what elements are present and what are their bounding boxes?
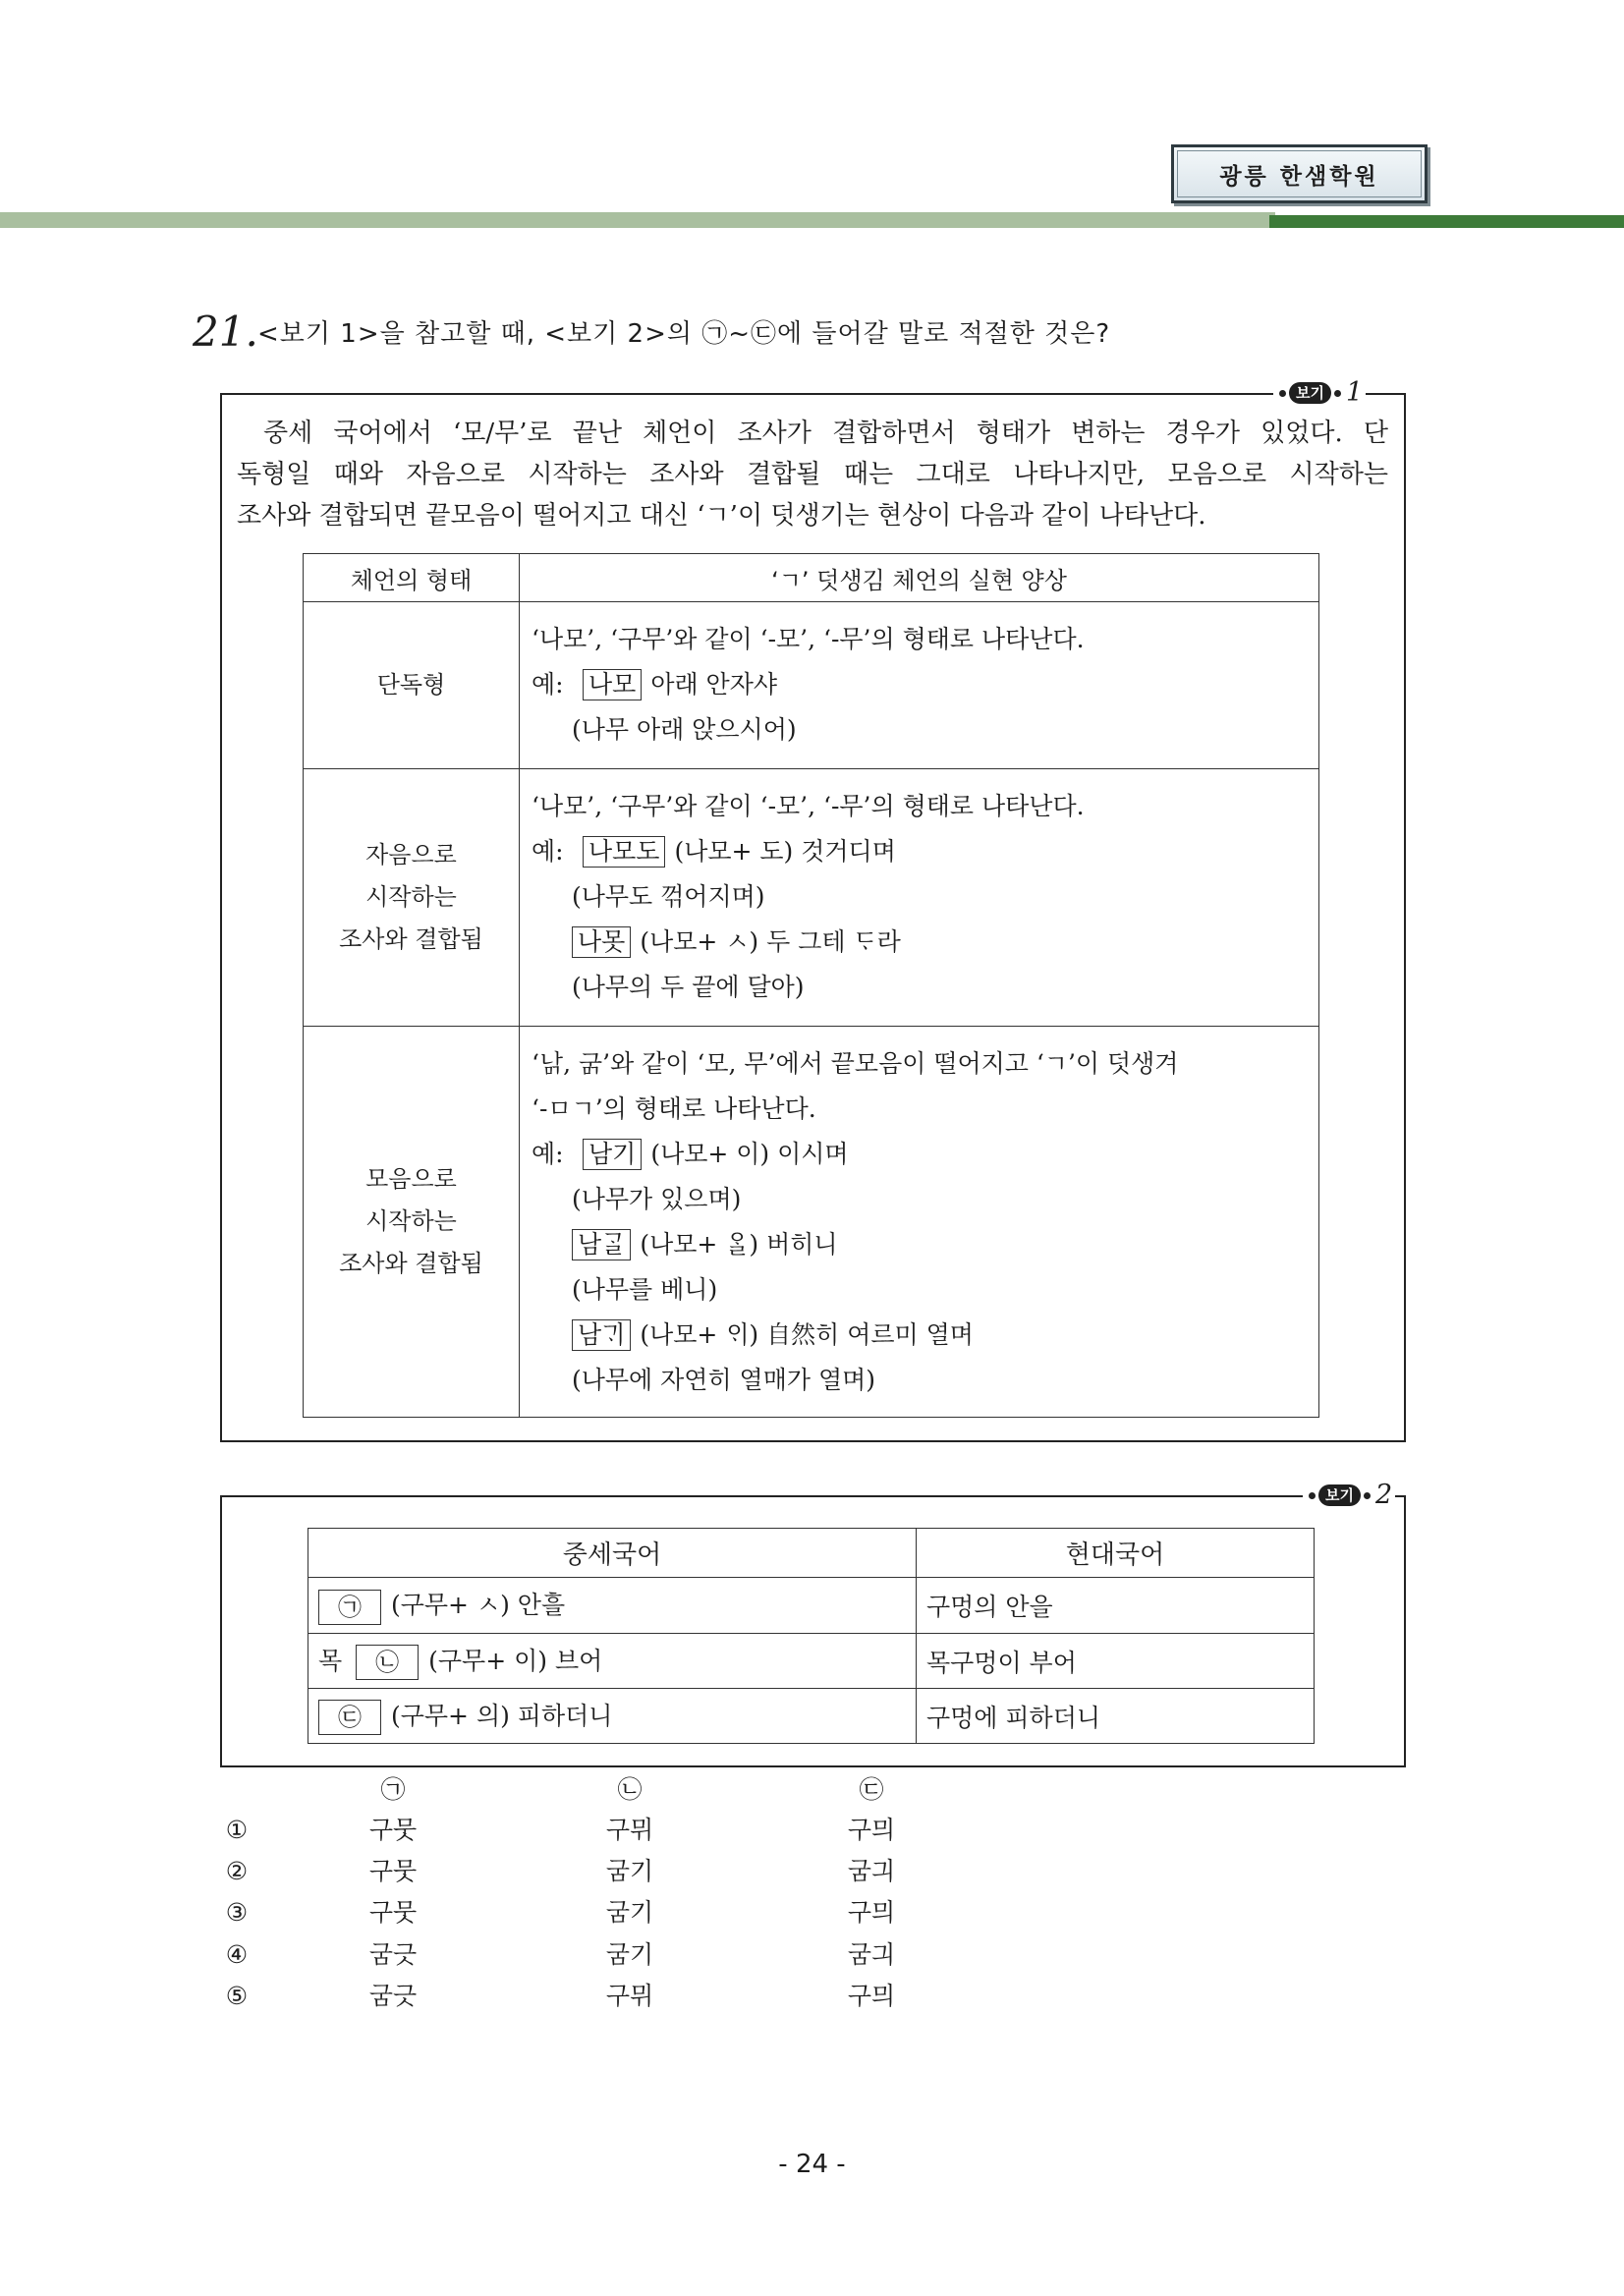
- choice-value: 구뮈: [605, 1816, 654, 1844]
- description-line: ‘-ㅁㄱ’의 형태로 나타난다.: [532, 1094, 816, 1123]
- example-text: (나모+ 이) 이시며: [650, 1140, 849, 1168]
- realization-cell: [520, 1027, 1319, 1418]
- choice-value: 굼긔: [847, 1857, 896, 1885]
- middle-korean-cell: [308, 1634, 917, 1689]
- example-text: 아래 안자샤: [650, 670, 778, 699]
- modern-korean-cell: 구멍의 안을: [917, 1578, 1315, 1634]
- choice-header-2: ㉡: [617, 1775, 643, 1804]
- form-label: 조사와 결합됨: [339, 1250, 483, 1277]
- choice-header-3: ㉢: [859, 1775, 884, 1804]
- example-text: (나모+ ᄋᆞᆯ) 버히니: [640, 1230, 838, 1259]
- example-prefix: 예:: [532, 670, 564, 699]
- gloss-line: (나무의 두 끝에 달아): [572, 973, 805, 1001]
- middle-korean-cell: [308, 1578, 917, 1634]
- description-line: ‘나모’, ‘구무’와 같이 ‘-모’, ‘-무’의 형태로 나타난다.: [532, 792, 1085, 820]
- gloss-line: (나무에 자연히 열매가 열며): [572, 1366, 875, 1394]
- label-dot-icon: [1279, 390, 1286, 397]
- bogi2-table: [308, 1528, 1315, 1744]
- form-label: 시작하는: [365, 1207, 457, 1235]
- choice-value: 구믜: [847, 1898, 896, 1927]
- label-dot-icon: [1364, 1492, 1371, 1499]
- bogi-number: 2: [1374, 1480, 1393, 1510]
- example-line: [532, 829, 1307, 874]
- column-header-middle-korean: 중세국어: [308, 1529, 917, 1578]
- choice-number[interactable]: ①: [225, 1816, 249, 1844]
- bogi1-table: [303, 553, 1319, 1418]
- gloss-line: (나무 아래 앉으시어): [572, 715, 797, 744]
- column-header-realization: ‘ㄱ’ 덧생김 체언의 실현 양상: [520, 554, 1319, 602]
- form-label: 조사와 결합됨: [339, 925, 483, 953]
- choice-value: 굼기: [605, 1940, 654, 1969]
- choice-value: 구뭇: [368, 1816, 418, 1844]
- example-line: [532, 920, 1307, 965]
- example-word-box: 남기: [583, 1139, 642, 1170]
- form-label: 단독형: [376, 671, 446, 699]
- column-header-modern-korean: 현대국어: [917, 1529, 1315, 1578]
- table-header-row: [308, 1529, 1315, 1578]
- example-line: [532, 1132, 1307, 1177]
- form-label: 자음으로: [365, 841, 457, 868]
- bogi-badge: 보기: [1289, 382, 1331, 404]
- description-line: ‘나ᇚ, 구ᇚ’와 같이 ‘모, 무’에서 끝모음이 떨어지고 ‘ㄱ’이 덧생겨: [532, 1049, 1179, 1078]
- column-header-form: 체언의 형태: [304, 554, 520, 602]
- example-word-box: 남ᄀᆡ: [572, 1319, 631, 1351]
- description-line: ‘나모’, ‘구무’와 같이 ‘-모’, ‘-무’의 형태로 나타난다.: [532, 625, 1085, 653]
- header-band-light: [0, 212, 1275, 228]
- bogi-badge: 보기: [1318, 1484, 1361, 1506]
- choice-value: 굼긋: [368, 1940, 418, 1969]
- blank-box: ㉢: [318, 1700, 381, 1735]
- form-cell: [304, 769, 520, 1027]
- form-label: 모음으로: [365, 1165, 457, 1193]
- table-row: [304, 1027, 1319, 1418]
- example-word-box: 나모: [583, 669, 642, 700]
- gloss-line: (나무가 있으며): [572, 1185, 742, 1213]
- bogi-number: 1: [1345, 377, 1364, 408]
- choice-value: 굼기: [605, 1857, 654, 1885]
- example-line: [532, 662, 1307, 707]
- choice-value: 굼긋: [368, 1982, 418, 2010]
- question-text: <보기 1>을 참고할 때, <보기 2>의 ㉠~㉢에 들어갈 말로 적절한 것은?: [257, 319, 1111, 349]
- modern-korean-cell: 목구멍이 부어: [917, 1634, 1315, 1689]
- middle-korean-text: (구무+ 의) 피하더니: [391, 1701, 613, 1730]
- choice-value: 구믜: [847, 1816, 896, 1844]
- table-row: [308, 1689, 1315, 1744]
- bogi2-label: [1303, 1480, 1395, 1511]
- question-number: 21.: [193, 308, 258, 356]
- choice-value: 구믜: [847, 1982, 896, 2010]
- middle-korean-cell: [308, 1689, 917, 1744]
- gloss-line: (나무도 꺾어지며): [572, 882, 765, 911]
- table-header-row: [304, 554, 1319, 602]
- academy-name: 광릉 한샘학원: [1177, 150, 1422, 197]
- choice-value: 구뭇: [368, 1857, 418, 1885]
- choice-value: 굼기: [605, 1898, 654, 1927]
- form-label: 시작하는: [365, 883, 457, 911]
- example-word-box: 남ᄀᆞᆯ: [572, 1229, 631, 1260]
- bogi1-label: [1273, 377, 1366, 409]
- academy-badge: [1171, 144, 1428, 203]
- intro-line: 조사와 결합되면 끝모음이 떨어지고 대신 ‘ㄱ’이 덧생기는 현상이 다음과 같이 나타난다.: [237, 501, 1206, 531]
- modern-korean-cell: 구멍에 피하더니: [917, 1689, 1315, 1744]
- intro-line: 독형일 때와 자음으로 시작하는 조사와 결합될 때는 그대로 나타나지만, 모음으로 시작하는: [237, 460, 1388, 489]
- form-cell: [304, 1027, 520, 1418]
- preceding-word: 목: [318, 1646, 343, 1675]
- blank-box: ㉡: [356, 1645, 419, 1680]
- realization-cell: [520, 769, 1319, 1027]
- page-number: - 24 -: [778, 2150, 846, 2179]
- choice-number[interactable]: ⑤: [225, 1982, 249, 2010]
- example-word-box: 나모도: [583, 836, 665, 868]
- example-text: (나모+ ㅅ) 두 그테 ᄃᆞ라: [640, 927, 901, 956]
- form-cell: [304, 602, 520, 769]
- table-row: [308, 1578, 1315, 1634]
- example-word-box: 나못: [572, 926, 631, 958]
- example-text: (나모+ ᄋᆡ) 自然히 여르미 열며: [640, 1320, 974, 1349]
- choice-number[interactable]: ②: [225, 1857, 249, 1885]
- table-row: [304, 602, 1319, 769]
- choice-number[interactable]: ③: [225, 1898, 249, 1927]
- example-prefix: 예:: [532, 1140, 564, 1168]
- header-band-dark: [1269, 215, 1624, 228]
- label-dot-icon: [1309, 1492, 1316, 1499]
- gloss-line: (나무를 베니): [572, 1275, 718, 1304]
- blank-box: ㉠: [318, 1590, 381, 1625]
- choice-value: 굼긔: [847, 1940, 896, 1969]
- middle-korean-text: (구무+ ㅅ) 안흘: [391, 1591, 566, 1620]
- realization-cell: [520, 602, 1319, 769]
- table-row: [304, 769, 1319, 1027]
- example-text: (나모+ 도) 것거디며: [674, 837, 896, 866]
- intro-line: 중세 국어에서 ‘모/무’로 끝난 체언이 조사가 결합하면서 형태가 변하는 경우가 있었다. 단: [263, 419, 1388, 448]
- table-row: [308, 1634, 1315, 1689]
- middle-korean-text: (구무+ 이) 브어: [428, 1646, 603, 1675]
- example-line: [532, 1313, 1307, 1358]
- choice-value: 구뮈: [605, 1982, 654, 2010]
- example-line: [532, 1222, 1307, 1267]
- example-prefix: 예:: [532, 837, 564, 866]
- choice-header-1: ㉠: [380, 1775, 406, 1804]
- choice-value: 구뭇: [368, 1898, 418, 1927]
- choice-number[interactable]: ④: [225, 1940, 249, 1969]
- label-dot-icon: [1334, 390, 1341, 397]
